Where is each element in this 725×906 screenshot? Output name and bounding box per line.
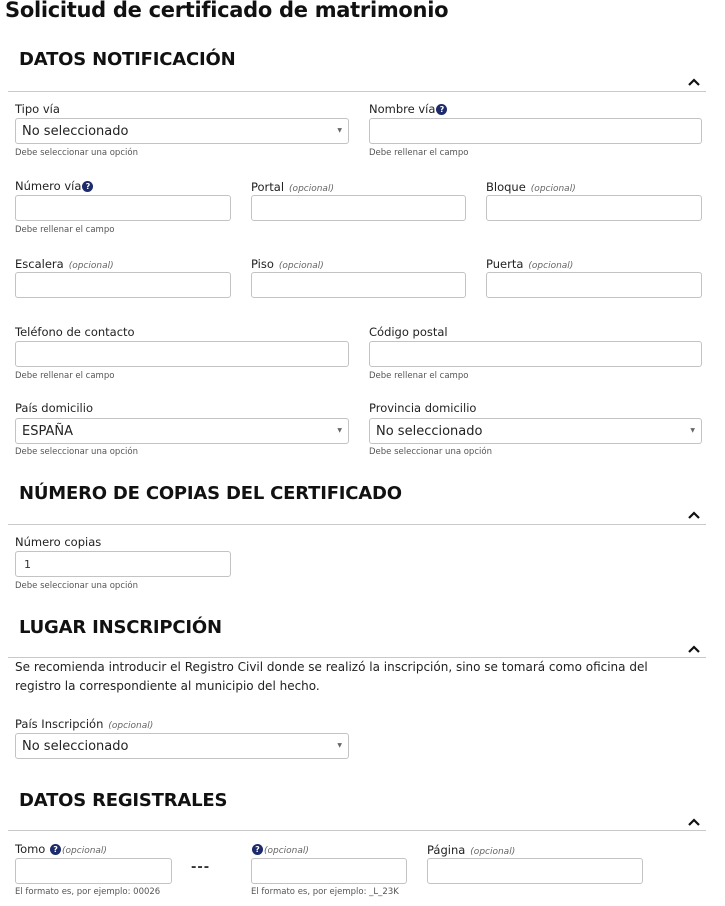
page-title: Solicitud de certificado de matrimonio [5, 0, 449, 22]
collapse-chevron-up-icon[interactable] [688, 818, 704, 830]
portal-input[interactable] [251, 195, 466, 221]
numero-copias-hint: Debe seleccionar una opción [15, 581, 138, 591]
collapse-chevron-up-icon[interactable] [688, 645, 704, 657]
codigo-postal-hint: Debe rellenar el campo [369, 371, 469, 381]
collapse-chevron-up-icon[interactable] [688, 511, 704, 523]
tipo-via-hint: Debe seleccionar una opción [15, 148, 138, 158]
section-divider [8, 524, 706, 525]
puerta-label: Puerta (opcional) [486, 257, 574, 271]
question-circle-icon[interactable]: ? [82, 181, 93, 192]
escalera-label: Escalera (opcional) [15, 257, 114, 271]
section-divider [8, 91, 706, 92]
provincia-domicilio-hint: Debe seleccionar una opción [369, 447, 492, 457]
escalera-input[interactable] [15, 272, 231, 298]
dropdown-arrow-icon: ▼ [337, 742, 342, 749]
tomo-suffix-input[interactable] [251, 858, 407, 884]
nombre-via-hint: Debe rellenar el campo [369, 148, 469, 158]
tomo-separator: --- [191, 860, 211, 875]
bloque-input[interactable] [486, 195, 702, 221]
provincia-domicilio-label: Provincia domicilio [369, 401, 477, 415]
provincia-domicilio-select[interactable]: No seleccionado ▼ [369, 418, 702, 444]
telefono-label: Teléfono de contacto [15, 325, 135, 339]
section-title-registrales: DATOS REGISTRALES [19, 790, 228, 811]
portal-label: Portal (opcional) [251, 180, 334, 194]
telefono-input[interactable] [15, 341, 349, 367]
dropdown-arrow-icon: ▼ [337, 127, 342, 134]
numero-via-label: Número vía ? [15, 179, 93, 193]
telefono-hint: Debe rellenar el campo [15, 371, 115, 381]
section-title-copias: NÚMERO DE COPIAS DEL CERTIFICADO [19, 483, 402, 504]
tomo-input[interactable] [15, 858, 172, 884]
dropdown-arrow-icon: ▼ [337, 427, 342, 434]
nombre-via-input[interactable] [369, 118, 702, 144]
tipo-via-label: Tipo vía [15, 102, 60, 116]
collapse-chevron-up-icon[interactable] [688, 78, 704, 90]
nombre-via-label: Nombre vía ? [369, 102, 447, 116]
piso-input[interactable] [251, 272, 466, 298]
pagina-label: Página (opcional) [427, 843, 516, 857]
tomo-hint: El formato es, por ejemplo: 00026 [15, 887, 161, 897]
question-circle-icon[interactable]: ? [436, 104, 447, 115]
tipo-via-select[interactable]: No seleccionado ▼ [15, 118, 349, 144]
pais-domicilio-label: País domicilio [15, 401, 93, 415]
piso-label: Piso (opcional) [251, 257, 324, 271]
tomo-suffix-label: ? (opcional) [251, 842, 309, 856]
tomo-suffix-hint: El formato es, por ejemplo: _L_23K [251, 887, 399, 897]
numero-copias-label: Número copias [15, 535, 102, 549]
numero-via-hint: Debe rellenar el campo [15, 225, 115, 235]
pagina-input[interactable] [427, 858, 643, 884]
bloque-label: Bloque (opcional) [486, 180, 576, 194]
pais-domicilio-hint: Debe seleccionar una opción [15, 447, 138, 457]
codigo-postal-input[interactable] [369, 341, 702, 367]
section-divider [8, 830, 706, 831]
pais-inscripcion-label: País Inscripción (opcional) [15, 717, 154, 731]
numero-via-input[interactable] [15, 195, 231, 221]
lugar-description: Se recomienda introducir el Registro Civil donde se realizó la inscripción, sino se tomará como oficina del registro la correspondiente al municipio del hecho. [15, 660, 648, 693]
question-circle-icon[interactable]: ? [50, 844, 61, 855]
numero-copias-input[interactable]: 1 [15, 551, 231, 577]
section-title-lugar: LUGAR INSCRIPCIÓN [19, 617, 222, 638]
pais-domicilio-select[interactable]: ESPAÑA ▼ [15, 418, 349, 444]
codigo-postal-label: Código postal [369, 325, 448, 339]
puerta-input[interactable] [486, 272, 702, 298]
dropdown-arrow-icon: ▼ [690, 427, 695, 434]
question-circle-icon[interactable]: ? [252, 844, 263, 855]
section-title-notificacion: DATOS NOTIFICACIÓN [19, 49, 236, 70]
pais-inscripcion-select[interactable]: No seleccionado ▼ [15, 733, 349, 759]
tomo-label: Tomo ? (opcional) [15, 842, 107, 856]
